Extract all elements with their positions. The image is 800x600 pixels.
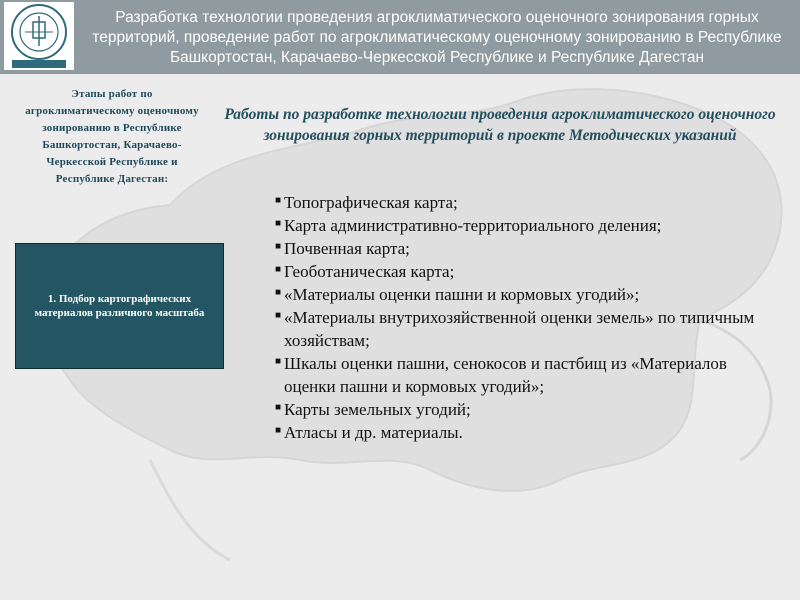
list-item [274, 237, 764, 260]
list-item-text: Карты земельных угодий; [284, 400, 471, 419]
list-item [274, 398, 764, 421]
list-item [274, 421, 764, 444]
list-item-text: Топографическая карта; [284, 193, 458, 212]
list-item [274, 191, 764, 214]
list-item-text: «Материалы внутрихозяйственной оценки земель» по типичным хозяйствам; [284, 308, 755, 350]
bullet-icon: ■ [275, 287, 282, 298]
list-item [274, 283, 764, 306]
stages-caption: Этапы работ по агроклиматическому оценочному зонированию в Республике Башкортостан, Карачаево-Черкесской Республике и Республике Дагестан: [25, 88, 199, 185]
step-box [15, 243, 224, 369]
list-item [274, 260, 764, 283]
bullet-icon: ■ [275, 356, 282, 367]
bullet-icon: ■ [275, 402, 282, 413]
list-item-text: Карта административно-территориального деления; [284, 216, 662, 235]
list-item-text: Геоботаническая карта; [284, 262, 455, 281]
bullet-icon: ■ [275, 195, 282, 206]
list-item-text: Атласы и др. материалы. [284, 423, 463, 442]
organization-logo [4, 2, 74, 70]
bullet-icon: ■ [275, 241, 282, 252]
list-item-text: Почвенная карта; [284, 239, 410, 258]
bullet-icon: ■ [275, 425, 282, 436]
list-item-text: «Материалы оценки пашни и кормовых угодий»; [284, 285, 640, 304]
bullet-icon: ■ [275, 264, 282, 275]
materials-list [274, 191, 764, 444]
bullet-icon: ■ [275, 310, 282, 321]
bullet-icon: ■ [275, 218, 282, 229]
header-bar [0, 0, 800, 74]
page-title: Разработка технологии проведения агроклиматического оценочного зонирования горных территорий, проведение работ по агроклиматическому оценочному зонированию в Республике Башкортостан, Карачаево-Черкесской Республике и Республике Дагестан [92, 9, 782, 66]
list-item [274, 306, 764, 352]
list-item [274, 352, 764, 398]
step-label: 1. Подбор картографических материалов различного масштаба [34, 292, 205, 319]
list-item-text: Шкалы оценки пашни, сенокосов и пастбищ из «Материалов оценки пашни и кормовых угодий»; [284, 354, 727, 396]
section-subtitle: Работы по разработке технологии проведения агроклиматического оценочного зонирования горных территорий в проекте Методических указаний [224, 106, 776, 144]
list-item [274, 214, 764, 237]
